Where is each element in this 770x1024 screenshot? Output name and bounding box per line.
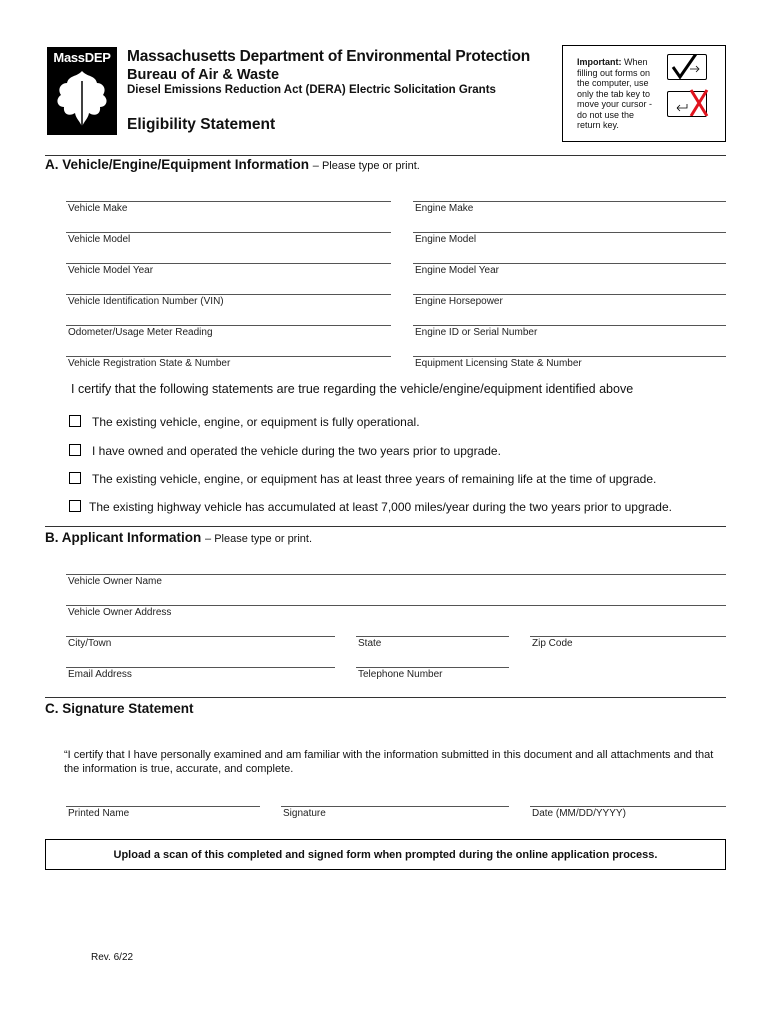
city-field[interactable] [66, 636, 335, 637]
zip-label: Zip Code [532, 638, 573, 649]
upload-notice-text: Upload a scan of this completed and signed form when prompted during the online application process. [113, 849, 658, 861]
equipment-licensing-field[interactable] [413, 356, 726, 357]
section-c-heading: C. Signature Statement [45, 701, 194, 716]
section-b-title: B. Applicant Information [45, 530, 202, 545]
signature-certification-text: “I certify that I have personally examined and am familiar with the information submitted in this document and all attachments and that the information is true, accurate, and complete. [64, 749, 714, 775]
engine-horsepower-field[interactable] [413, 294, 726, 295]
vehicle-registration-label: Vehicle Registration State & Number [68, 358, 231, 369]
upload-notice-box [45, 839, 726, 870]
city-label: City/Town [68, 638, 112, 649]
engine-model-field[interactable] [413, 232, 726, 233]
vin-field[interactable] [66, 294, 391, 295]
date-field[interactable] [530, 806, 726, 807]
important-body: When filling out forms on the computer, use only the tab key to move your cursor - do not use the return key. [577, 57, 653, 130]
state-label: State [358, 638, 382, 649]
owner-address-label: Vehicle Owner Address [68, 607, 172, 618]
statement-label-3: The existing vehicle, engine, or equipment has at least three years of remaining life at the time of upgrade. [92, 472, 657, 486]
return-key-icon [667, 91, 707, 117]
vehicle-model-year-label: Vehicle Model Year [68, 265, 154, 276]
state-field[interactable] [356, 636, 509, 637]
printed-name-field[interactable] [66, 806, 260, 807]
tab-key-icon [667, 54, 707, 80]
zip-field[interactable] [530, 636, 726, 637]
email-field[interactable] [66, 667, 335, 668]
equipment-licensing-label: Equipment Licensing State & Number [415, 358, 582, 369]
statement-label-4: The existing highway vehicle has accumulated at least 7,000 miles/year during the two years prior to upgrade. [89, 500, 672, 514]
statement-checkbox-4[interactable] [69, 500, 81, 512]
engine-horsepower-label: Engine Horsepower [415, 296, 503, 307]
owner-name-field[interactable] [66, 574, 726, 575]
engine-id-label: Engine ID or Serial Number [415, 327, 538, 338]
statement-checkbox-1[interactable] [69, 415, 81, 427]
engine-model-year-field[interactable] [413, 263, 726, 264]
vehicle-model-year-field[interactable] [66, 263, 391, 264]
bureau-name: Bureau of Air & Waste [127, 67, 280, 83]
revision-label: Rev. 6/22 [91, 952, 134, 963]
date-label: Date (MM/DD/YYYY) [532, 808, 626, 819]
vehicle-make-field[interactable] [66, 201, 391, 202]
vin-label: Vehicle Identification Number (VIN) [68, 296, 224, 307]
important-notice [562, 45, 726, 142]
section-a-title: A. Vehicle/Engine/Equipment Information [45, 157, 310, 172]
odometer-label: Odometer/Usage Meter Reading [68, 327, 213, 338]
engine-id-field[interactable] [413, 325, 726, 326]
vehicle-make-label: Vehicle Make [68, 203, 128, 214]
engine-make-label: Engine Make [415, 203, 474, 214]
certify-statement: I certify that the following statements are true regarding the vehicle/engine/equipment identified above [71, 382, 634, 396]
form-title: Eligibility Statement [127, 116, 276, 133]
vehicle-model-label: Vehicle Model [68, 234, 131, 245]
vehicle-registration-field[interactable] [66, 356, 391, 357]
header-divider [45, 155, 726, 156]
statement-label-2: I have owned and operated the vehicle during the two years prior to upgrade. [92, 444, 501, 458]
owner-address-field[interactable] [66, 605, 726, 606]
important-text [577, 57, 655, 131]
massdep-logo [47, 47, 117, 135]
odometer-field[interactable] [66, 325, 391, 326]
signature-label: Signature [283, 808, 326, 819]
vehicle-model-field[interactable] [66, 232, 391, 233]
section-b-divider [45, 526, 726, 527]
important-label: Important: [577, 57, 622, 67]
section-c-divider [45, 697, 726, 698]
signature-field[interactable] [281, 806, 509, 807]
owner-name-label: Vehicle Owner Name [68, 576, 162, 587]
engine-model-label: Engine Model [415, 234, 477, 245]
printed-name-label: Printed Name [68, 808, 130, 819]
statement-checkbox-3[interactable] [69, 472, 81, 484]
statement-checkbox-2[interactable] [69, 444, 81, 456]
section-a-note: – Please type or print. [312, 160, 420, 172]
oak-leaf-icon [53, 67, 111, 131]
statement-label-1: The existing vehicle, engine, or equipment is fully operational. [92, 415, 420, 429]
phone-label: Telephone Number [358, 669, 443, 680]
email-label: Email Address [68, 669, 132, 680]
program-name: Diesel Emissions Reduction Act (DERA) Electric Solicitation Grants [127, 84, 496, 96]
phone-field[interactable] [356, 667, 509, 668]
logo-text: MassDEP [53, 50, 111, 65]
section-b-note: – Please type or print. [205, 533, 313, 545]
engine-model-year-label: Engine Model Year [415, 265, 499, 276]
section-b-heading [45, 530, 312, 545]
agency-title: Massachusetts Department of Environmental Protection [127, 48, 531, 65]
section-a-heading [45, 157, 420, 172]
engine-make-field[interactable] [413, 201, 726, 202]
